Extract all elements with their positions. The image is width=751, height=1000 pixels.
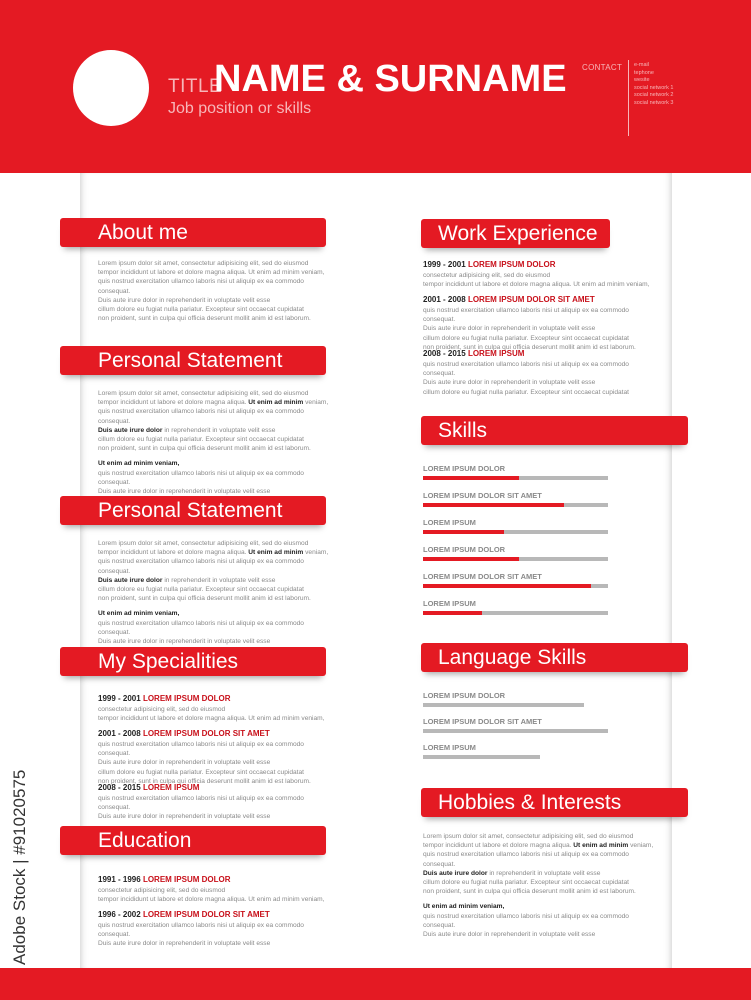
skill-label: LOREM IPSUM <box>423 599 476 608</box>
work-heading-3 <box>423 349 524 358</box>
speciality-text-2 <box>98 740 338 786</box>
section-title: Education <box>98 829 192 852</box>
text-line: consectetur adipisicing elit, sed do eiusmod <box>98 706 226 713</box>
text-line: Lorem ipsum dolor sit amet, consectetur adipisicing elit, sed do eiusmod <box>423 833 634 840</box>
text-line: Lorem ipsum dolor sit amet, consectetur adipisicing elit, sed do eiusmod <box>98 260 309 267</box>
text-bold: Ut enim ad minim veniam, <box>423 903 505 911</box>
skill-bar-fill <box>423 611 482 615</box>
speciality-heading-2 <box>98 729 270 738</box>
text-line: Duis aute irure dolor in reprehenderit in voluptate velit esse <box>423 379 596 387</box>
text-line: quis nostrud exercitation ullamco laboris nisi ut aliquip ex ea commodo consequat. <box>423 912 629 929</box>
text-line: cillum dolore eu fugiat nulla pariatur. Excepteur sint occaecat cupidatat <box>98 436 304 444</box>
text-bold: Ut enim ad minim <box>248 399 304 407</box>
section-work-experience <box>421 219 610 248</box>
text-line: Lorem ipsum dolor sit amet, consectetur adipisicing elit, sed do eiusmod <box>98 390 309 397</box>
text-span: tempor incididunt ut labore et dolore magna aliqua. <box>98 399 247 407</box>
profile-photo-placeholder <box>73 50 149 126</box>
section-title: Language Skills <box>438 646 587 669</box>
item-years: 1999 - 2001 <box>423 260 466 269</box>
section-personal-statement-2 <box>60 496 326 525</box>
text-line: Duis aute irure dolor in reprehenderit in voluptate velit esse <box>98 759 271 767</box>
language-label: LOREM IPSUM <box>423 743 476 752</box>
text-span: in reprehenderit in voluptate velit esse <box>164 426 276 434</box>
text-line: tempor incididunt ut labore et dolore magna aliqua. Ut enim ad minim veniam, <box>98 896 325 904</box>
section-title: My Specialities <box>98 650 239 673</box>
contact-phone: tephone <box>634 69 654 76</box>
work-heading-2 <box>423 295 595 304</box>
section-about-me <box>60 218 326 247</box>
text-bold: Ut enim ad minim <box>573 842 629 850</box>
skill-bar-fill <box>423 557 519 561</box>
section-my-specialities <box>60 647 326 676</box>
skill-bar-fill <box>423 503 564 507</box>
section-title: Skills <box>438 419 488 442</box>
skill-bar-fill <box>423 530 504 534</box>
education-heading-1 <box>98 875 231 884</box>
skill-label: LOREM IPSUM DOLOR SIT AMET <box>423 491 542 500</box>
text-line <box>98 548 338 557</box>
text-line: quis nostrud exercitation ullamco laboris nisi ut aliquip ex ea commodo consequat. <box>98 278 304 295</box>
skill-label: LOREM IPSUM <box>423 518 476 527</box>
section-title: Work Experience <box>438 222 598 245</box>
text-bold: Ut enim ad minim <box>248 549 304 557</box>
hobbies-text <box>423 832 663 939</box>
text-line <box>98 459 338 468</box>
text-line: Lorem ipsum dolor sit amet, consectetur adipisicing elit, sed do eiusmod <box>98 540 309 547</box>
text-span: tempor incididunt ut labore et dolore magna aliqua. <box>98 549 247 557</box>
personal-statement-2-text <box>98 539 338 646</box>
text-span: tempor incididunt ut labore et dolore magna aliqua. <box>423 842 572 850</box>
section-skills <box>421 416 688 445</box>
item-years: 2008 - 2015 <box>98 783 141 792</box>
work-heading-1 <box>423 260 556 269</box>
text-line <box>423 902 663 911</box>
text-line: cillum dolore eu fugiat nulla pariatur. Excepteur sint occaecat cupidatat <box>98 586 304 594</box>
text-span: in reprehenderit in voluptate velit esse <box>164 576 276 584</box>
speciality-heading-1 <box>98 694 231 703</box>
section-language-skills <box>421 643 688 672</box>
text-line: cillum dolore eu fugiat nulla pariatur. Excepteur sint occaecat cupidatat <box>98 306 304 314</box>
watermark-text: Adobe Stock | #91020575 <box>10 769 29 965</box>
text-line: non proident, sunt in culpa qui officia deserunt mollit anim id est laborum. <box>423 888 636 896</box>
section-title: Hobbies & Interests <box>438 791 622 814</box>
item-title: LOREM IPSUM DOLOR <box>142 694 231 703</box>
text-line: quis nostrud exercitation ullamco laboris nisi ut aliquip ex ea commodo consequat. <box>98 469 304 486</box>
text-span: in reprehenderit in voluptate velit esse <box>489 869 601 877</box>
work-text-3 <box>423 360 663 397</box>
item-years: 2001 - 2008 <box>423 295 466 304</box>
item-title: LOREM IPSUM <box>142 783 200 792</box>
text-line: cillum dolore eu fugiat nulla pariatur. Excepteur sint occaecat cupidatat <box>98 768 304 776</box>
item-title: LOREM IPSUM DOLOR <box>142 875 231 884</box>
section-title: About me <box>98 221 188 244</box>
work-text-2 <box>423 306 663 352</box>
item-title: LOREM IPSUM DOLOR SIT AMET <box>467 295 595 304</box>
text-line: non proident, sunt in culpa qui officia deserunt mollit anim id est laborum. <box>98 777 311 785</box>
text-line: cillum dolore eu fugiat nulla pariatur. Excepteur sint occaecat cupidatat <box>423 388 629 396</box>
title-label: TITLE <box>168 76 223 97</box>
text-line: Duis aute irure dolor in reprehenderit in voluptate velit esse <box>423 325 596 333</box>
language-bar <box>423 755 540 759</box>
skill-bar <box>423 503 608 507</box>
skill-bar <box>423 476 608 480</box>
text-line: tempor incididunt ut labore et dolore magna aliqua. Ut enim ad minim veniam, <box>98 715 325 723</box>
text-line: Duis aute irure dolor in reprehenderit in voluptate velit esse <box>98 296 271 304</box>
text-line: quis nostrud exercitation ullamco laboris nisi ut aliquip ex ea commodo consequat. <box>423 851 629 868</box>
work-text-1 <box>423 271 663 289</box>
item-years: 1999 - 2001 <box>98 694 141 703</box>
personal-statement-1-text <box>98 389 338 496</box>
language-bar <box>423 729 608 733</box>
education-text-1 <box>98 886 338 904</box>
footer-band <box>0 968 751 1000</box>
item-years: 1991 - 1996 <box>98 875 141 884</box>
text-line <box>98 426 338 435</box>
text-line: quis nostrud exercitation ullamco laboris nisi ut aliquip ex ea commodo consequat. <box>423 307 629 324</box>
skill-bar-fill <box>423 476 519 480</box>
section-hobbies-interests <box>421 788 688 817</box>
stock-watermark <box>8 769 32 967</box>
language-label: LOREM IPSUM DOLOR SIT AMET <box>423 717 542 726</box>
text-line: non proident, sunt in culpa qui officia deserunt mollit anim id est laborum. <box>98 315 311 323</box>
skill-bar-fill <box>423 584 591 588</box>
text-line: quis nostrud exercitation ullamco laboris nisi ut aliquip ex ea commodo consequat. <box>423 361 629 378</box>
text-line <box>423 841 663 850</box>
education-text-2 <box>98 921 338 949</box>
skill-label: LOREM IPSUM DOLOR <box>423 545 506 554</box>
contact-social-3: social network 3 <box>634 99 674 106</box>
text-line: consectetur adipisicing elit, sed do eiusmod <box>423 272 551 279</box>
text-line: non proident, sunt in culpa qui officia deserunt mollit anim id est laborum. <box>423 343 636 351</box>
text-line: non proident, sunt in culpa qui officia deserunt mollit anim id est laborum. <box>98 445 311 453</box>
text-line: tempor incididunt ut labore et dolore magna aliqua. Ut enim ad minim veniam, <box>423 281 650 289</box>
text-line: Duis aute irure dolor in reprehenderit in voluptate velit esse <box>98 813 271 821</box>
contact-list <box>634 62 673 108</box>
speciality-heading-3 <box>98 783 199 792</box>
text-bold: Ut enim ad minim veniam, <box>98 610 180 618</box>
text-line: tempor incididunt ut labore et dolore magna aliqua. Ut enim ad minim veniam, <box>98 269 325 277</box>
text-line: quis nostrud exercitation ullamco laboris nisi ut aliquip ex ea commodo consequat. <box>98 795 304 812</box>
text-line: Duis aute irure dolor in reprehenderit in voluptate velit esse <box>98 488 271 496</box>
text-line: cillum dolore eu fugiat nulla pariatur. Excepteur sint occaecat cupidatat <box>423 879 629 887</box>
contact-divider <box>628 60 629 136</box>
item-title: LOREM IPSUM DOLOR SIT AMET <box>142 910 270 919</box>
education-heading-2 <box>98 910 270 919</box>
language-bar <box>423 703 584 707</box>
text-bold: Duis aute irure dolor <box>98 576 163 584</box>
text-line: non proident, sunt in culpa qui officia deserunt mollit anim id est laborum. <box>98 595 311 603</box>
text-line: quis nostrud exercitation ullamco laboris nisi ut aliquip ex ea commodo consequat. <box>98 408 304 425</box>
job-position: Job position or skills <box>168 100 312 117</box>
section-education <box>60 826 326 855</box>
text-line: quis nostrud exercitation ullamco laboris nisi ut aliquip ex ea commodo consequat. <box>98 741 304 758</box>
speciality-text-3 <box>98 794 338 822</box>
text-span: veniam, <box>630 842 654 850</box>
text-line <box>98 609 338 618</box>
text-line: quis nostrud exercitation ullamco laboris nisi ut aliquip ex ea commodo consequat. <box>98 619 304 636</box>
skill-label: LOREM IPSUM DOLOR SIT AMET <box>423 572 542 581</box>
about-text <box>98 259 338 323</box>
contact-label: CONTACT <box>582 63 623 72</box>
contact-email: e-mail <box>634 62 649 68</box>
contact-social-2: social network 2 <box>634 92 674 99</box>
skill-bar <box>423 530 608 534</box>
contact-website: wesite <box>634 77 650 84</box>
text-bold: Duis aute irure dolor <box>98 426 163 434</box>
section-title: Personal Statement <box>98 349 283 372</box>
name-heading: NAME & SURNAME <box>214 58 567 100</box>
speciality-text-1 <box>98 705 338 723</box>
text-line: quis nostrud exercitation ullamco laboris nisi ut aliquip ex ea commodo consequat. <box>98 922 304 939</box>
text-line: cillum dolore eu fugiat nulla pariatur. Excepteur sint occaecat cupidatat <box>423 334 629 342</box>
text-line: Duis aute irure dolor in reprehenderit in voluptate velit esse <box>423 931 596 939</box>
section-personal-statement-1 <box>60 346 326 375</box>
skill-bar <box>423 584 608 588</box>
text-line <box>98 398 338 407</box>
text-span: veniam, <box>305 399 329 407</box>
skill-bar <box>423 557 608 561</box>
contact-social-1: social network 1 <box>634 84 674 91</box>
section-title: Personal Statement <box>98 499 283 522</box>
text-line: Duis aute irure dolor in reprehenderit in voluptate velit esse <box>98 940 271 948</box>
text-line: consectetur adipisicing elit, sed do eiusmod <box>98 887 226 894</box>
text-bold: Ut enim ad minim veniam, <box>98 460 180 468</box>
text-line: Duis aute irure dolor in reprehenderit in voluptate velit esse <box>98 638 271 646</box>
skill-bar <box>423 611 608 615</box>
text-line <box>423 869 663 878</box>
item-years: 2001 - 2008 <box>98 729 141 738</box>
item-title: LOREM IPSUM DOLOR <box>467 260 556 269</box>
text-line: quis nostrud exercitation ullamco laboris nisi ut aliquip ex ea commodo consequat. <box>98 558 304 575</box>
text-line <box>98 576 338 585</box>
item-title: LOREM IPSUM DOLOR SIT AMET <box>142 729 270 738</box>
text-bold: Duis aute irure dolor <box>423 869 488 877</box>
text-span: veniam, <box>305 549 329 557</box>
skill-label: LOREM IPSUM DOLOR <box>423 464 506 473</box>
language-label: LOREM IPSUM DOLOR <box>423 691 506 700</box>
item-title: LOREM IPSUM <box>467 349 525 358</box>
item-years: 2008 - 2015 <box>423 349 466 358</box>
item-years: 1996 - 2002 <box>98 910 141 919</box>
